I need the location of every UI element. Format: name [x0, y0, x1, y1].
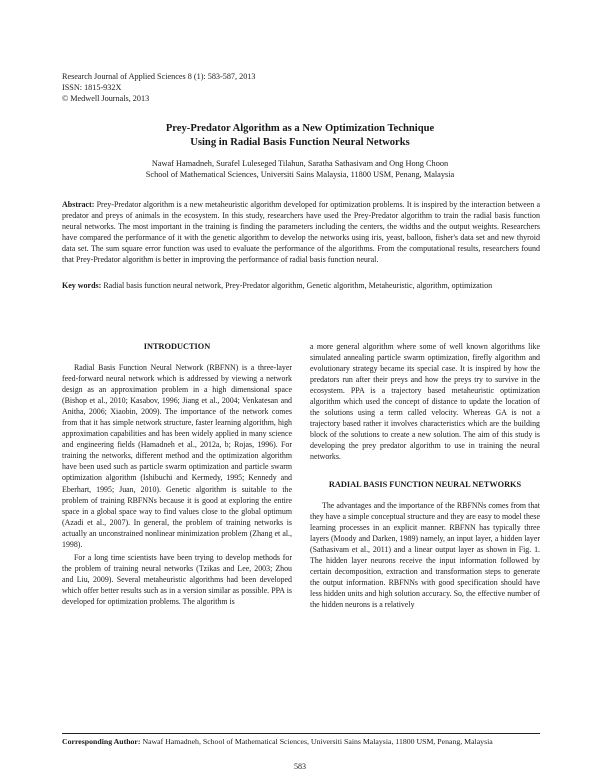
journal-citation: Research Journal of Applied Sciences 8 (1): 583-587, 2013 [62, 72, 256, 81]
footnote-divider [62, 733, 540, 734]
rbfnn-heading: RADIAL BASIS FUNCTION NEURAL NETWORKS [328, 479, 522, 489]
title-line-2: Using in Radial Basis Function Neural Networks [190, 137, 410, 148]
paper-title [60, 122, 540, 150]
rbfnn-paragraph: The advantages and the importance of the RBFNNs comes from that they have a simple conceptual structure and they are easy to model these learning processes in an explicit manner. RBFNN has typically three layers (Moody and Darken, 1989) namely, an input layer, a hidden layer (Sathasivam et al., 2011) and a linear output layer as shown in Fig. 1. The hidden layer neurons receive the input information followed by certain decomposition, extraction and transformation steps to generate the output information. RBFNNs with good specification should have less hidden units and high solution accuracy. So, the effective number of the hidden neurons is a relatively [310, 500, 540, 609]
introduction-heading: INTRODUCTION [143, 342, 211, 351]
title-line-1: Prey-Predator Algorithm as a New Optimization Technique [165, 123, 435, 134]
keywords-label: Key words: [62, 281, 102, 290]
author-names: Nawaf Hamadneh, Surafel Luleseged Tilahun, Saratha Sathasivam and Ong Hong Choon [151, 159, 449, 168]
author-affiliation: School of Mathematical Sciences, Universiti Sains Malaysia, 11800 USM, Penang, Malaysia [145, 170, 455, 179]
abstract-label: Abstract: [62, 200, 95, 209]
keywords [62, 280, 540, 291]
corresponding-author-label: Corresponding Author: [62, 737, 141, 746]
intro-paragraph-1: Radial Basis Function Neural Network (RBFNN) is a three-layer feed-forward neural network which is addressed by viewing a network design as an approximation problem in a high dimensional space (Bishop et al., 2010; Kasabov, 1996; Jiang et al., 2004; Venkatesan and Anitha, 2006; Xiaobin, 2009). The importance of the network comes from that it has simple network structure, faster learning algorithm, high approximation capabilities and has been widely applied in many science and engineering fields (Hamadneh et al., 2012a, b; Rojas, 1996). For training the networks, different method and the optimization algorithm have been used such as particle swarm optimization and particle swarm optimization algorithm (Ishibuchi and Kermedy, 1995; Kennedy and Eberhart, 1995; Juan, 2010). Genetic algorithm is suitable to the problem of training RBFNNs because it is good at exploring the entire space in a global space way to find values close to the global optimum (Azadi et al., 2007). In general, the problem of training networks is actually an unconstrained nonlinear minimization problem (Zhang et al., 1998). [62, 363, 292, 549]
journal-issn: ISSN: 1815-932X [62, 83, 122, 92]
abstract-text: Prey-Predator algorithm is a new metaheuristic algorithm developed for optimization problems. It is inspired by the interaction between a predator and preys of animals in the ecosystem. In this study, researchers have used the Prey-Predator algorithm to train the radial basis function neural networks. The most important in the training is finding the parameters including the centers, the widths and the output weights. Researchers have compared the performance of it with the genetic algorithm to develop the networks using iris, yeast, balloon, fisher's data set and new thyroid data set. The sum square error function was used to evaluate the performance of the algorithms. From the computational results, researchers found that Prey-Predator algorithm is better in improving the performance of radial basis function neural. [62, 200, 541, 264]
corresponding-author [62, 736, 540, 747]
page-number: 583 [294, 762, 306, 771]
author-block [60, 158, 540, 180]
corresponding-author-text: Nawaf Hamadneh, School of Mathematical Sciences, Universiti Sains Malaysia, 11800 USM, Penang, Malaysia [142, 737, 493, 746]
abstract [62, 199, 540, 265]
right-column [310, 341, 540, 610]
left-column [62, 341, 292, 607]
keywords-text: Radial basis function neural network, Prey-Predator algorithm, Genetic algorithm, Metaheuristic, algorithm, optimization [103, 281, 493, 290]
journal-copyright: © Medwell Journals, 2013 [62, 94, 150, 103]
right-paragraph-1: a more general algorithm where some of well known algorithms like simulated annealing particle swarm optimization, firefly algorithm and evolutionary strategy became its special case. It is inspired by how the predators run after their preys and how the preys try to survive in the ecosystem. PPA is a trajectory based metaheuristic optimization algorithm which used the concept of distance to update the location of the solutions using a term called velocity. Whereas GA is not a trajectory based rather it involves characteristics which are the building block of the solutions to create a new solution. The aim of this study is developing the prey predator algorithm to use in training the neural networks. [310, 342, 540, 462]
intro-paragraph-2: For a long time scientists have been trying to develop methods for the problem of training neural networks (Tzikas and Lee, 2003; Zhou and Liu, 2009). Several metaheuristic algorithms had been developed which offer better results such as in a version similar as possible. PPA is developed for optimization problems. The algorithm is [62, 552, 292, 606]
